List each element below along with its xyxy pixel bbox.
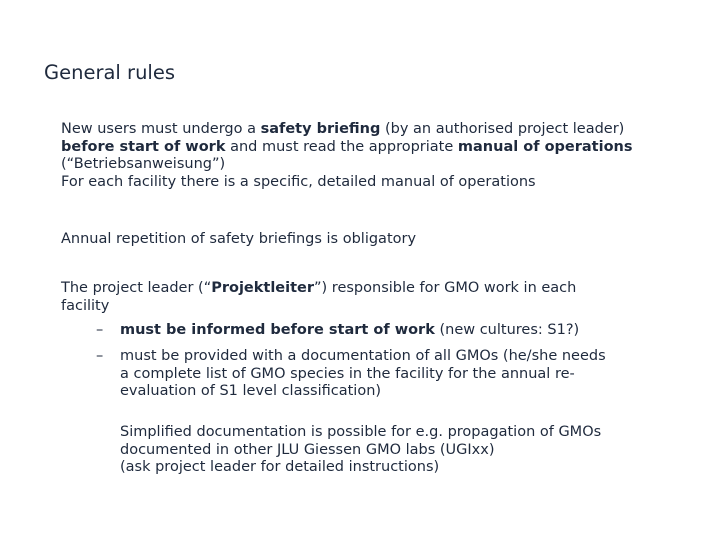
text-line: a complete list of GMO species in the facility for the annual re- [120,365,575,382]
bold-term-projektleiter: Projektleiter [211,280,315,296]
sub-bullet-documentation [96,348,696,401]
text-line [61,121,691,139]
text-line: evaluation of S1 level classification) [120,383,382,399]
bold-term-informed: must be informed before start of work [120,322,435,338]
text-run: The project leader (“ [61,280,212,296]
text-line: Annual repetition of safety briefings is obligatory [61,231,417,247]
text-line: (ask project leader for detailed instructions) [120,459,440,475]
dash-bullet: – [96,322,104,338]
text-line: facility [61,297,110,314]
paragraph-annual-repetition [61,231,691,249]
paragraph-safety-briefing [61,121,691,191]
paragraph-project-leader [61,280,691,315]
text-run: (by an authorised project leader) [380,121,625,137]
text-line: must be provided with a documentation of all GMOs (he/she needs [120,348,606,364]
bold-term-safety-briefing: safety briefing [260,121,381,137]
slide-title: General rules [44,61,175,84]
paragraph-simplified-documentation [120,424,700,477]
text-run: New users must undergo a [61,121,261,137]
text-line: (“Betriebsanweisung”) [61,156,226,172]
text-line: documented in other JLU Giessen GMO labs (UGIxx) [120,441,495,458]
text-run: (new cultures: S1?) [434,322,580,338]
dash-bullet: – [96,348,104,364]
sub-bullet-informed [96,322,696,340]
text-line [61,139,691,157]
text-run: ”) responsible for GMO work in each [314,280,577,296]
text-line [61,280,691,298]
bold-term-before-start: before start of work [61,138,226,155]
text-run: and must read the appropriate [225,138,458,155]
text-line: For each facility there is a specific, detailed manual of operations [61,173,536,190]
bold-term-manual: manual of operations [457,138,633,155]
text-line [120,322,696,340]
text-line: Simplified documentation is possible for e.g. propagation of GMOs [120,424,602,440]
